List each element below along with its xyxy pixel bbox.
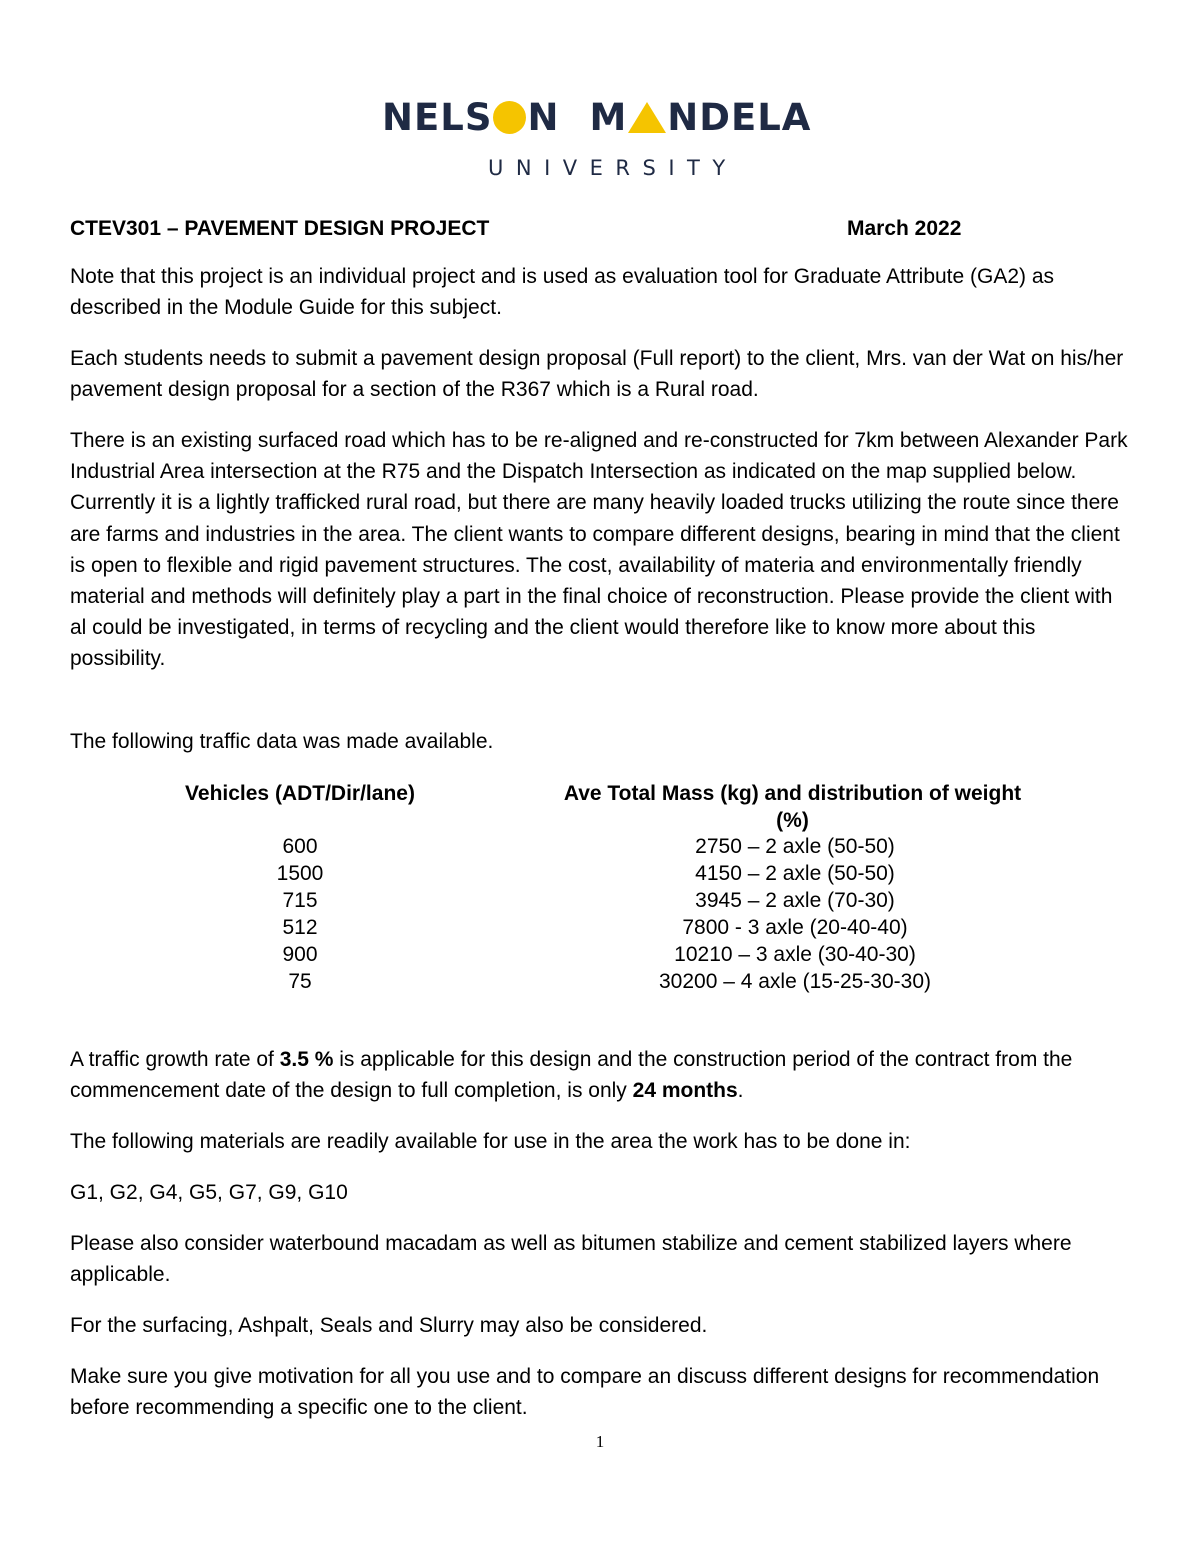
table-row [0, 833, 1200, 860]
table-cell-adt: 715 [282, 889, 318, 912]
table-cell-mass: 7800 - 3 axle (20-40-40) [682, 916, 908, 939]
document-date: March 2022 [847, 217, 962, 240]
table-cell-adt: 512 [282, 916, 318, 939]
logo-text-nels: NELS [382, 96, 493, 139]
table-cell-adt: 900 [282, 943, 318, 966]
table-header-mass: Ave Total Mass (kg) and distribution of weight (%) [563, 782, 1022, 832]
table-header-vehicles: Vehicles (ADT/Dir/lane) [185, 782, 415, 805]
table-row [0, 941, 1200, 968]
construction-period-value: 24 months [632, 1079, 738, 1103]
document-title: CTEV301 – PAVEMENT DESIGN PROJECT [70, 217, 490, 240]
paragraph-growth-rate [70, 1044, 1130, 1106]
logo-text-ndela: NDELA [667, 96, 812, 139]
table-row [0, 914, 1200, 941]
paragraph-materials-list: G1, G2, G4, G5, G7, G9, G10 [70, 1181, 348, 1204]
paragraph-traffic-intro: The following traffic data was made available. [70, 730, 494, 753]
table-cell-mass: 4150 – 2 axle (50-50) [695, 862, 895, 885]
logo-text-n: N [527, 96, 560, 139]
logo-subtitle: UNIVERSITY [488, 156, 738, 180]
growth-text-3: . [737, 1079, 744, 1103]
table-cell-adt: 1500 [276, 862, 324, 885]
logo-yellow-circle-icon [493, 101, 526, 134]
growth-text-1: A traffic growth rate of [70, 1048, 280, 1071]
paragraph-materials-intro: The following materials are readily available for use in the area the work has to be done in: [70, 1130, 911, 1153]
table-cell-mass: 10210 – 3 axle (30-40-30) [674, 943, 916, 966]
paragraph-background: There is an existing surfaced road which has to be re-aligned and re-constructed for 7km between Alexander Park Industrial Area intersection at the R75 and the Dispatch Intersection as indicated on the map supplied below. Currently it is a lightly trafficked rural road, but there are many heavily loaded trucks utilizing the route since there are farms and industries in the area. The client wants to compare different designs, bearing in mind that the client is open to flexible and rigid pavement structures. The cost, availability of materia and environmentally friendly material and methods will definitely play a part in the final choice of reconstruction. Please provide the client with al could be investigated, in terms of recycling and the client would therefore like to know more about this possibility. [70, 429, 1128, 671]
logo-text-m: M [589, 96, 628, 139]
growth-text-2: is applicable for this design and the construction period of the contract from the commencement date of the design to full completion, is only [70, 1048, 1073, 1103]
paragraph-submission: Each students needs to submit a pavement design proposal (Full report) to the client, Mrs. van der Wat on his/her pavement design proposal for a section of the R367 which is a Rural road. [70, 347, 1124, 402]
university-logo [0, 98, 1200, 188]
paragraph-surfacing: For the surfacing, Ashpalt, Seals and Slurry may also be considered. [70, 1314, 708, 1337]
growth-rate-value: 3.5 % [279, 1048, 334, 1071]
table-row [0, 887, 1200, 914]
page-number: 1 [595, 1432, 605, 1451]
table-cell-adt: 600 [282, 835, 318, 858]
logo-wordmark [382, 98, 822, 138]
table-cell-mass: 2750 – 2 axle (50-50) [695, 835, 895, 858]
table-row [0, 968, 1200, 995]
paragraph-layers: Please also consider waterbound macadam as well as bitumen stabilize and cement stabilized layers where applicable. [70, 1232, 1072, 1287]
table-cell-adt: 75 [288, 970, 312, 993]
table-cell-mass: 30200 – 4 axle (15-25-30-30) [658, 970, 931, 993]
document-header [70, 214, 1120, 244]
table-row [0, 860, 1200, 887]
paragraph-motivation: Make sure you give motivation for all you use and to compare an discuss different designs for recommendation before recommending a specific one to the client. [70, 1365, 1100, 1420]
table-cell-mass: 3945 – 2 axle (70-30) [695, 889, 895, 912]
logo-yellow-triangle-icon [628, 102, 666, 133]
paragraph-intro: Note that this project is an individual project and is used as evaluation tool for Graduate Attribute (GA2) as described in the Module Guide for this subject. [70, 265, 1055, 320]
